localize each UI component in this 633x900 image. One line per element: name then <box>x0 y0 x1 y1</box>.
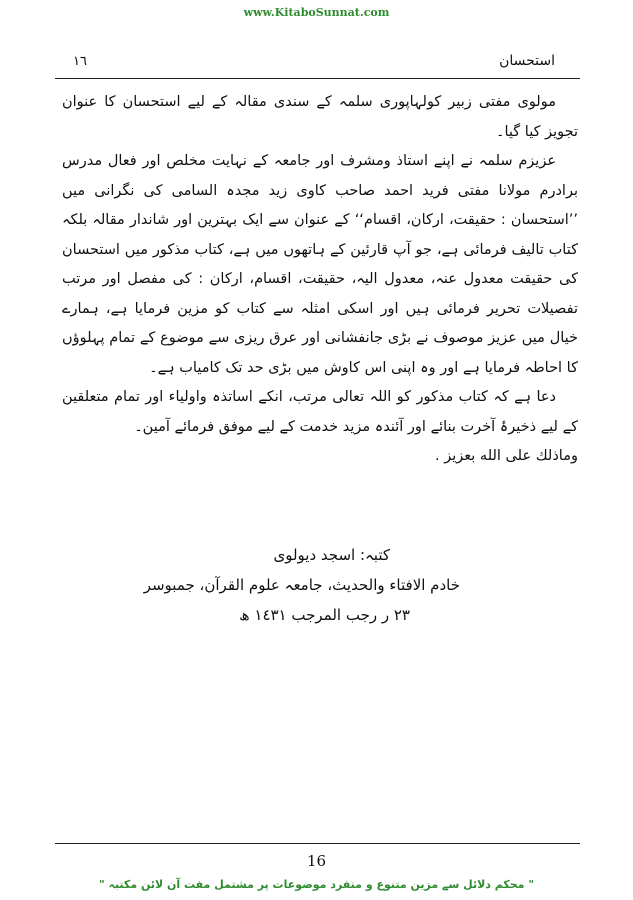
paragraph-4: وماذلك على الله بعزيز . <box>435 448 578 464</box>
signature-block <box>80 540 460 630</box>
header-rule <box>55 78 580 79</box>
header-page-number: ١٦ <box>73 54 87 69</box>
paragraph-1: مولوی مفتی زبیر کولہاپوری سلمہ کے سندی مقالہ کے لیے استحسان کا عنوان تجویز کیا گیا۔ <box>62 94 578 140</box>
footer-rule <box>55 843 580 844</box>
running-title: استحسان <box>499 53 555 69</box>
footer-page-number: 16 <box>306 852 327 870</box>
signature-author: کتبہ: اسجد دیولوی <box>273 546 390 564</box>
paragraph-3: دعا ہے کہ کتاب مذکور کو اللہ تعالی مرتب، انکے اساتذہ واولیاء اور تمام متعلقین کے لیے ذخیرۂ آخرت بنائے اور آئندہ مزید خدمت کے لیے موفق فرمائے آمین۔ <box>62 389 578 435</box>
paragraph-2: عزیزم سلمہ نے اپنے استاذ ومشرف اور جامعہ کے نہایت مخلص اور فعال مدرس برادرم مولانا مفتی فرید احمد صاحب کاوی زید مجدہ السامی کی نگرانی میں ’’استحسان : حقیقت، ارکان، اقسام‘‘ کے عنوان سے ایک بہترین اور شاندار مقالہ بلکہ کتاب تالیف فرمائی ہے، جو آپ قارئین کے ہاتھوں میں ہے، کتاب مذکور میں استحسان کی حقیقت معدول عنہ، معدول الیہ، حقیقت، اقسام، ارکان : کی مفصل اور مرتب تفصیلات تحریر فرمائی ہیں اور اسکی امثلہ سے کتاب کو مزین فرمایا ہے، ہمارے خیال میں عزیز موصوف نے بڑی جانفشانی اور عرق ریزی سے موضوع کے تمام پہلوؤں کا احاطہ فرمایا ہے اور وہ اپنی اس کاوش میں بڑی حد تک کامیاب ہے۔ <box>62 153 578 376</box>
page-header <box>55 50 575 76</box>
signature-title: خادم الافتاء والحدیث، جامعہ علوم القرآن، جمبوسر <box>143 576 460 594</box>
footer-tagline: " محکم دلائل سے مزین متنوع و منفرد موضوعات پر مشتمل مفت آن لائن مکتبہ " <box>98 878 535 891</box>
site-url[interactable]: www.KitaboSunnat.com <box>243 6 390 19</box>
signature-date: ٢٣ ر رجب المرجب ١٤٣١ ھ <box>239 606 410 624</box>
body-text <box>62 88 578 472</box>
